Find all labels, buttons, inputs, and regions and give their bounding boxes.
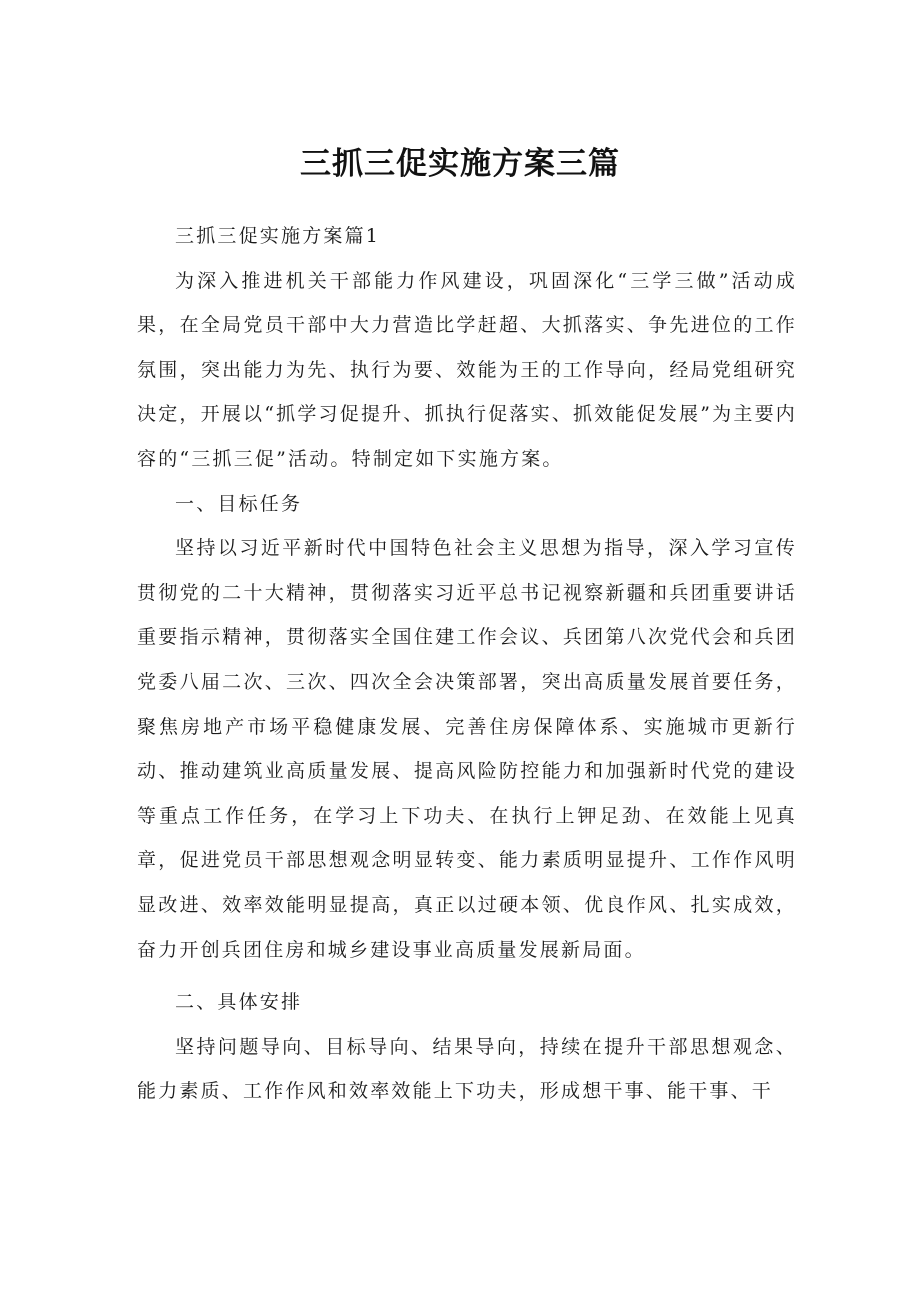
arrangements-paragraph: 坚持问题导向、目标导向、结果导向，持续在提升干部思想观念、能力素质、工作作风和效率效能上下功夫，形成想干事、能干事、干 — [137, 1035, 797, 1103]
document-body — [137, 214, 797, 1114]
goals-paragraph: 坚持以习近平新时代中国特色社会主义思想为指导，深入学习宣传贯彻党的二十大精神，贯彻落实习近平总书记视察新疆和兵团重要讲话重要指示精神，贯彻落实全国住建工作会议、兵团第八次党代会和兵团党委八届二次、三次、四次全会决策部署，突出高质量发展首要任务，聚焦房地产市场平稳健康发展、完善住房保障体系、实施城市更新行动、推动建筑业高质量发展、提高风险防控能力和加强新时代党的建设等重点工作任务，在学习上下功夫、在执行上钾足劲、在效能上见真章，促进党员干部思想观念明显转变、能力素质明显提升、工作作风明显改进、效率效能明显提高，真正以过硬本领、优良作风、扎实成效，奋力开创兵团住房和城乡建设事业高质量发展新局面。 — [137, 537, 797, 961]
section-heading-arrangements: 二、具体安排 — [175, 991, 303, 1014]
section-subtitle: 三抓三促实施方案篇1 — [175, 225, 381, 247]
intro-paragraph: 为深入推进机关干部能力作风建设，巩固深化“三学三做”活动成果，在全局党员干部中大力营造比学赶超、大抓落实、争先进位的工作氛围，突出能力为先、执行为要、效能为王的工作导向，经局党组研究决定，开展以“抓学习促提升、抓执行促落实、抓效能促发展”为主要内容的“三抓三促”活动。特制定如下实施方案。 — [137, 269, 797, 470]
section-heading-goals: 一、目标任务 — [175, 492, 303, 515]
document-title: 三抓三促实施方案三篇 — [300, 146, 620, 182]
